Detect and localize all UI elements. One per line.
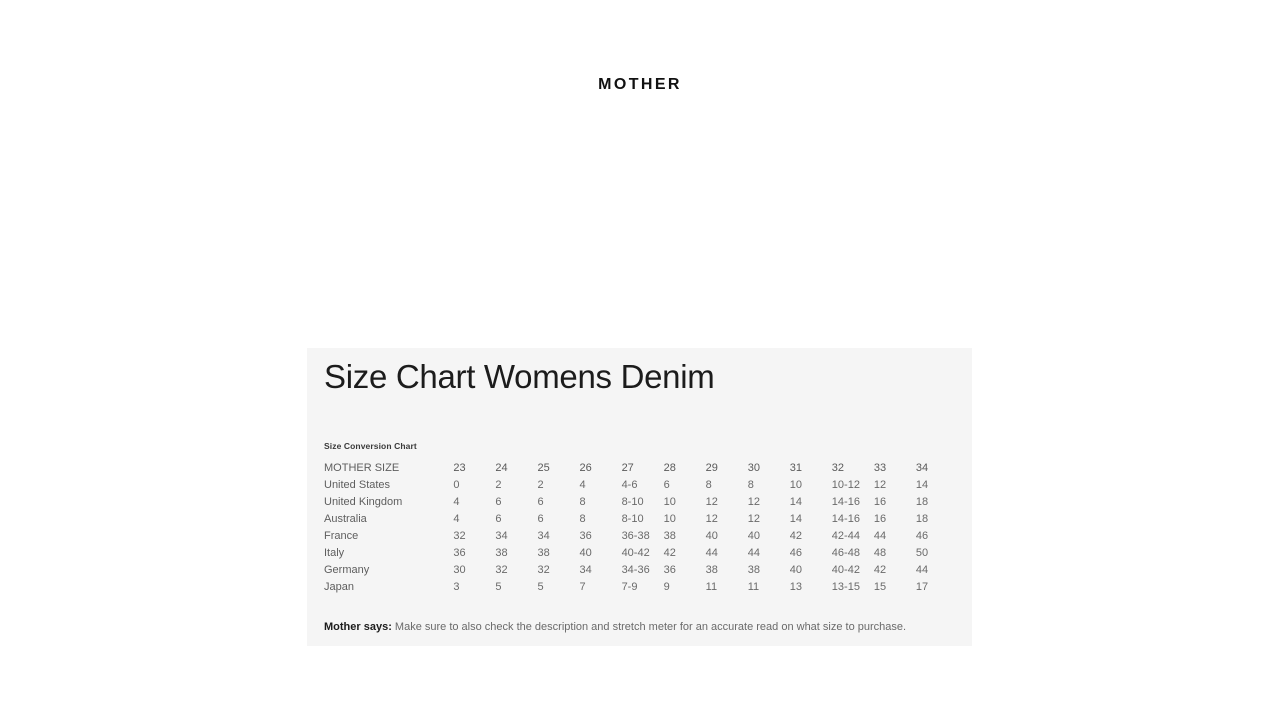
table-cell: 5 xyxy=(495,581,502,593)
table-cell: 6 xyxy=(537,496,544,508)
table-cell: 36 xyxy=(579,530,592,542)
table-cell: 9 xyxy=(663,581,670,593)
table-row xyxy=(324,562,958,579)
table-cell: 38 xyxy=(705,564,718,576)
table-cell: 36 xyxy=(453,547,466,559)
table-cell: 31 xyxy=(789,462,802,474)
table-cell: 42 xyxy=(873,564,887,576)
table-cell: 7 xyxy=(579,581,586,593)
table-cell: 8 xyxy=(579,496,586,508)
table-cell: 14-16 xyxy=(831,513,860,525)
footnote xyxy=(324,621,906,633)
table-cell: 12 xyxy=(705,513,718,525)
table-row-label: Japan xyxy=(324,581,354,593)
table-cell: 46 xyxy=(915,530,929,542)
table-row-label: France xyxy=(324,530,359,542)
table-cell: 38 xyxy=(537,547,550,559)
table-cell: 18 xyxy=(915,496,929,508)
table-cell: 12 xyxy=(873,479,887,491)
table-cell: 44 xyxy=(747,547,760,559)
table-cell: 23 xyxy=(453,462,466,474)
table-cell: 14 xyxy=(789,496,802,508)
table-cell: 15 xyxy=(873,581,887,593)
table-cell: 0 xyxy=(453,479,460,491)
table-cell: 40 xyxy=(747,530,760,542)
table-cell: 42-44 xyxy=(831,530,860,542)
table-cell: 29 xyxy=(705,462,718,474)
table-cell: 40-42 xyxy=(831,564,860,576)
table-cell: 34-36 xyxy=(621,564,650,576)
table-cell: 34 xyxy=(495,530,508,542)
table-cell: 38 xyxy=(663,530,676,542)
table-cell: 5 xyxy=(537,581,544,593)
table-cell: 8 xyxy=(705,479,712,491)
table-cell: 11 xyxy=(747,581,760,593)
table-cell: 14 xyxy=(789,513,802,525)
table-row-label: United Kingdom xyxy=(324,496,403,508)
table-cell: 12 xyxy=(747,513,760,525)
table-caption: Size Conversion Chart xyxy=(324,441,417,451)
footnote-text: Make sure to also check the description and stretch meter for an accurate read on what size to purchase. xyxy=(391,621,907,633)
table-cell: 38 xyxy=(495,547,508,559)
table-cell: 42 xyxy=(663,547,676,559)
table-row-label: MOTHER SIZE xyxy=(324,462,400,474)
table-cell: 13-15 xyxy=(831,581,860,593)
table-cell: 44 xyxy=(915,564,929,576)
table-cell: 48 xyxy=(873,547,887,559)
page-title: Size Chart Womens Denim xyxy=(324,358,715,395)
table-cell: 10 xyxy=(663,513,676,525)
table-cell: 2 xyxy=(537,479,544,491)
size-conversion-table-wrapper xyxy=(324,441,964,596)
table-cell: 17 xyxy=(915,581,929,593)
table-cell: 4 xyxy=(453,513,460,525)
table-cell: 10 xyxy=(663,496,676,508)
table-cell: 34 xyxy=(579,564,592,576)
table-cell: 27 xyxy=(621,462,634,474)
table-cell: 3 xyxy=(453,581,460,593)
table-cell: 25 xyxy=(537,462,550,474)
table-cell: 44 xyxy=(873,530,887,542)
table-row xyxy=(324,460,958,477)
table-cell: 8 xyxy=(747,479,754,491)
table-cell: 28 xyxy=(663,462,676,474)
table-cell: 8 xyxy=(579,513,586,525)
table-row xyxy=(324,494,958,511)
table-row xyxy=(324,528,958,545)
table-row xyxy=(324,579,958,596)
table-cell: 26 xyxy=(579,462,592,474)
table-cell: 40 xyxy=(579,547,592,559)
table-cell: 38 xyxy=(747,564,760,576)
brand-logo[interactable]: MOTHER xyxy=(598,76,682,93)
table-cell: 42 xyxy=(789,530,802,542)
table-cell: 6 xyxy=(495,513,502,525)
table-cell: 50 xyxy=(915,547,929,559)
table-cell: 8-10 xyxy=(621,513,644,525)
size-table-body xyxy=(324,460,958,596)
table-cell: 30 xyxy=(747,462,760,474)
table-cell: 32 xyxy=(537,564,550,576)
table-cell: 13 xyxy=(789,581,802,593)
table-row-label: United States xyxy=(324,479,391,491)
table-cell: 12 xyxy=(747,496,760,508)
table-cell: 14 xyxy=(915,479,929,491)
table-cell: 10-12 xyxy=(831,479,860,491)
size-conversion-table xyxy=(324,460,958,596)
table-row xyxy=(324,511,958,528)
table-cell: 46-48 xyxy=(831,547,860,559)
table-cell: 44 xyxy=(705,547,718,559)
table-row-label: Australia xyxy=(324,513,367,525)
table-cell: 32 xyxy=(453,530,466,542)
table-cell: 6 xyxy=(537,513,544,525)
table-cell: 8-10 xyxy=(621,496,644,508)
table-cell: 4-6 xyxy=(621,479,638,491)
table-row xyxy=(324,477,958,494)
table-cell: 40 xyxy=(789,564,802,576)
table-row-label: Germany xyxy=(324,564,370,576)
table-cell: 11 xyxy=(705,581,718,593)
table-cell: 6 xyxy=(495,496,502,508)
table-cell: 2 xyxy=(495,479,502,491)
table-cell: 46 xyxy=(789,547,802,559)
table-cell: 34 xyxy=(915,462,929,474)
table-cell: 32 xyxy=(495,564,508,576)
table-cell: 6 xyxy=(663,479,670,491)
table-cell: 40-42 xyxy=(621,547,650,559)
table-cell: 10 xyxy=(789,479,802,491)
table-row-label: Italy xyxy=(324,547,345,559)
table-cell: 16 xyxy=(873,513,887,525)
table-row xyxy=(324,545,958,562)
table-cell: 34 xyxy=(537,530,550,542)
table-cell: 14-16 xyxy=(831,496,860,508)
size-chart-panel xyxy=(307,348,972,646)
table-cell: 4 xyxy=(453,496,460,508)
table-cell: 18 xyxy=(915,513,929,525)
table-cell: 32 xyxy=(831,462,845,474)
table-cell: 16 xyxy=(873,496,887,508)
table-cell: 7-9 xyxy=(621,581,638,593)
table-cell: 12 xyxy=(705,496,718,508)
table-cell: 24 xyxy=(495,462,508,474)
table-cell: 40 xyxy=(705,530,718,542)
table-cell: 36 xyxy=(663,564,676,576)
table-cell: 36-38 xyxy=(621,530,650,542)
footnote-label: Mother says: xyxy=(324,621,392,633)
table-cell: 33 xyxy=(873,462,887,474)
table-cell: 4 xyxy=(579,479,586,491)
table-cell: 30 xyxy=(453,564,466,576)
